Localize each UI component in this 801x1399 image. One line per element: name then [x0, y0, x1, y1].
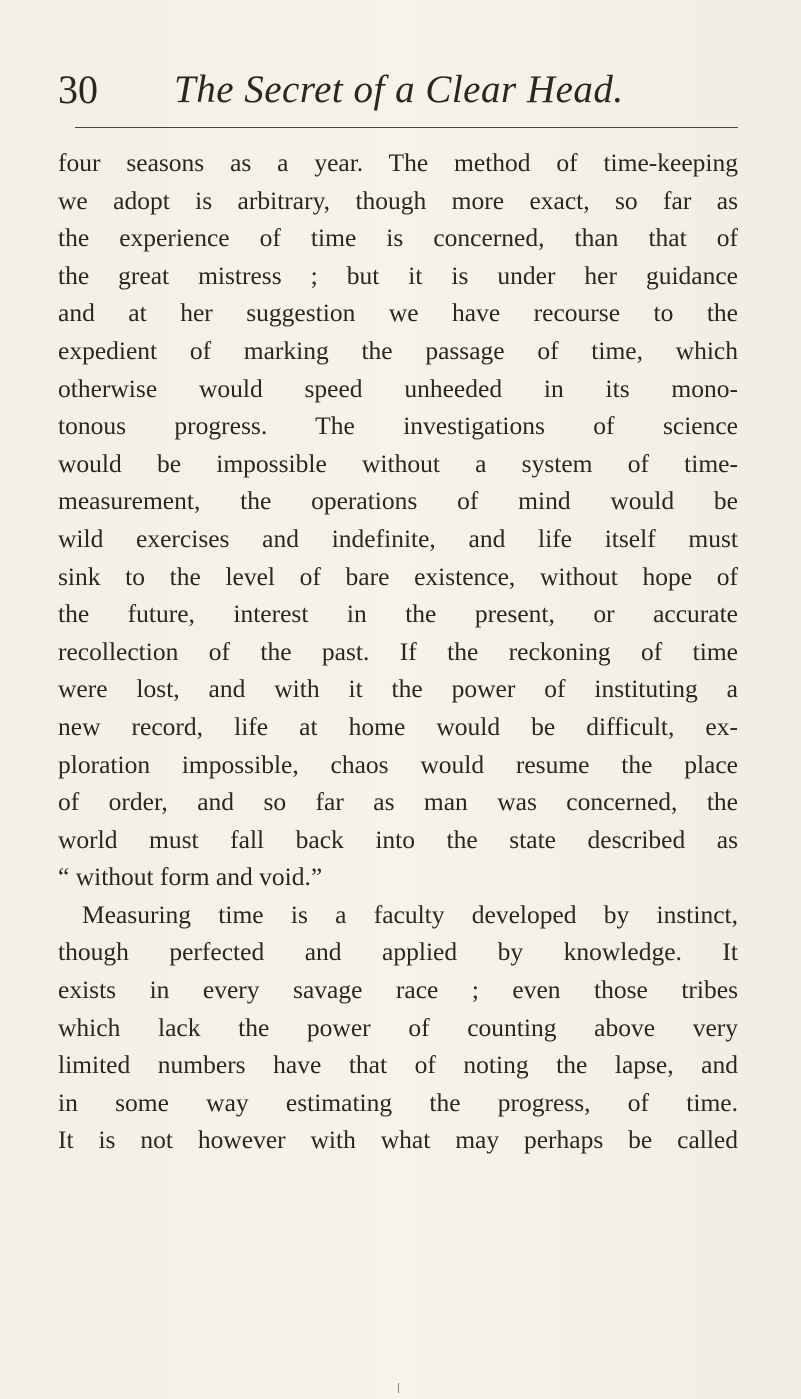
text-line: It is not however with what may perhaps be called	[58, 1125, 738, 1155]
page-number: 30	[58, 67, 98, 112]
text-line: tonous progress. The investigations of science	[58, 411, 738, 441]
text-line: world must fall back into the state described as	[58, 824, 738, 854]
text-line: “ without form and void.”	[58, 862, 323, 892]
text-line: Measuring time is a faculty developed by instinct,	[82, 899, 738, 929]
text-line: expedient of marking the passage of time, which	[58, 335, 738, 365]
text-line: and at her suggestion we have recourse to the	[58, 298, 738, 328]
text-line: otherwise would speed unheeded in its mono-	[58, 373, 738, 403]
text-line: limited numbers have that of noting the lapse, and	[58, 1050, 738, 1080]
text-line: sink to the level of bare existence, without hope of	[58, 561, 738, 591]
running-title: The Secret of a Clear Head.	[174, 68, 624, 111]
text-line: which lack the power of counting above very	[58, 1012, 738, 1042]
text-line: of order, and so far as man was concerned, the	[58, 787, 738, 817]
text-line: we adopt is arbitrary, though more exact, so far as	[58, 185, 738, 215]
text-line: wild exercises and indefinite, and life itself must	[58, 523, 738, 553]
text-line: measurement, the operations of mind would be	[58, 486, 738, 516]
text-line: were lost, and with it the power of instituting a	[58, 674, 738, 704]
text-line: new record, life at home would be difficult, ex-	[58, 711, 738, 741]
text-line: ploration impossible, chaos would resume the place	[58, 749, 738, 779]
text-line: in some way estimating the progress, of time.	[58, 1087, 738, 1117]
text-line: recollection of the past. If the reckoning of time	[58, 636, 738, 666]
text-line: four seasons as a year. The method of time-keeping	[58, 148, 738, 177]
text-line: exists in every savage race ; even those tribes	[58, 975, 738, 1005]
text-line: would be impossible without a system of time-	[58, 448, 738, 478]
signature-mark	[398, 1383, 399, 1393]
header-rule	[75, 127, 738, 128]
text-line: though perfected and applied by knowledge. It	[58, 937, 738, 967]
text-line: the great mistress ; but it is under her guidance	[58, 260, 738, 290]
body-text	[58, 144, 738, 1159]
text-line: the future, interest in the present, or accurate	[58, 599, 738, 629]
text-line: the experience of time is concerned, than that of	[58, 223, 738, 253]
page-header	[58, 60, 738, 120]
